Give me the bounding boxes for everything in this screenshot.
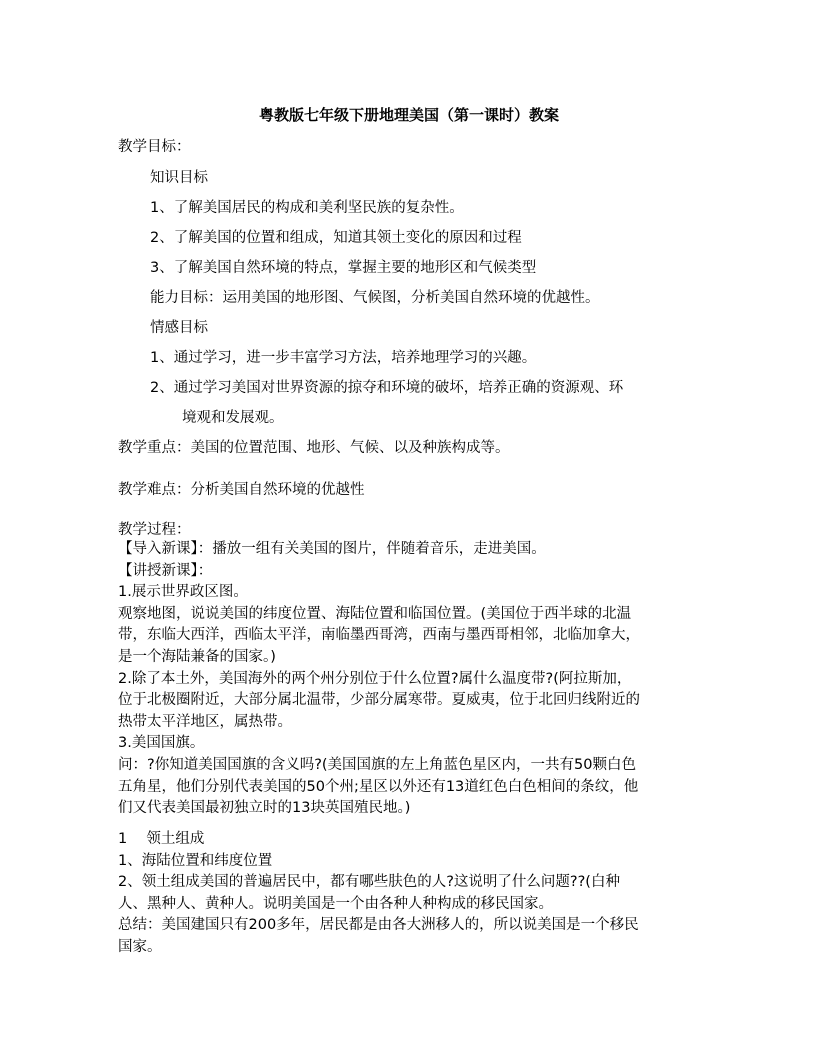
process-line: 3.美国国旗。 xyxy=(118,735,205,752)
ability-objective: 能力目标：运用美国的地形图、气候图，分析美国自然环境的优越性。 xyxy=(150,290,600,306)
territory-line: 人、黑种人、黄种人。说明美国是一个由各种人种构成的移民国家。 xyxy=(118,895,553,912)
process-line: 1.展示世界政区图。 xyxy=(118,584,248,601)
process-line: 【导入新课】：播放一组有关美国的图片，伴随着音乐，走进美国。 xyxy=(118,541,546,557)
process-heading: 教学过程： xyxy=(118,522,191,538)
emotion-item: 1、通过学习，进一步丰富学习方法，培养地理学习的兴趣。 xyxy=(150,350,537,366)
knowledge-heading: 知识目标 xyxy=(150,170,208,186)
document-title: 粤教版七年级下册地理美国（第一课时）教案 xyxy=(258,106,559,124)
difficulty: 教学难点：分析美国自然环境的优越性 xyxy=(118,482,365,498)
emotion-item-continuation: 境观和发展观。 xyxy=(182,410,284,426)
process-line: 热带太平洋地区，属热带。 xyxy=(118,713,292,730)
process-line: 【讲授新课】： xyxy=(118,562,213,579)
emotion-heading: 情感目标 xyxy=(150,320,208,336)
emotion-item: 2、通过学习美国对世界资源的掠夺和环境的破坏，培养正确的资源观、环 xyxy=(150,380,624,396)
territory-line: 2、领土组成美国的普遍居民中，都有哪些肤色的人?这说明了什么问题??(白种 xyxy=(118,874,620,891)
process-line: 五角星，他们分别代表美国的50个州;星区以外还有13道红色白色相间的条纹，他 xyxy=(118,778,639,795)
process-line: 带，东临大西洋，西临太平洋，南临墨西哥湾，西南与墨西哥相邻，北临加拿大， xyxy=(118,627,640,644)
territory-body xyxy=(118,829,700,959)
process-line: 问：?你知道美国国旗的含义吗?(美国国旗的左上角蓝色星区内，一共有50颗白色 xyxy=(118,756,636,773)
process-line: 们又代表美国最初独立时的13块英国殖民地。) xyxy=(118,800,411,817)
process-line: 2.除了本土外，美国海外的两个州分别位于什么位置?属什么温度带?(阿拉斯加， xyxy=(118,670,632,687)
territory-line: 1、海陆位置和纬度位置 xyxy=(118,852,273,869)
process-line: 观察地图，说说美国的纬度位置、海陆位置和临国位置。(美国位于西半球的北温 xyxy=(118,605,632,622)
key-points: 教学重点：美国的位置范围、地形、气候、以及种族构成等。 xyxy=(118,440,510,456)
process-line: 位于北极圈附近，大部分属北温带，少部分属寒带。夏威夷，位于北回归线附近的 xyxy=(118,692,640,709)
process-line: 是一个海陆兼备的国家。) xyxy=(118,648,276,665)
objectives-heading: 教学目标： xyxy=(118,139,191,155)
territory-line: 总结：美国建国只有200多年，居民都是由各大洲移人的，所以说美国是一个移民 xyxy=(118,917,639,934)
knowledge-item: 2、了解美国的位置和组成，知道其领土变化的原因和过程 xyxy=(150,230,522,246)
knowledge-item: 3、了解美国自然环境的特点，掌握主要的地形区和气候类型 xyxy=(150,260,537,276)
process-body xyxy=(118,539,700,820)
territory-line: 1 领土组成 xyxy=(118,831,205,847)
knowledge-item: 1、了解美国居民的构成和美利坚民族的复杂性。 xyxy=(150,200,464,216)
territory-line: 国家。 xyxy=(118,938,162,955)
